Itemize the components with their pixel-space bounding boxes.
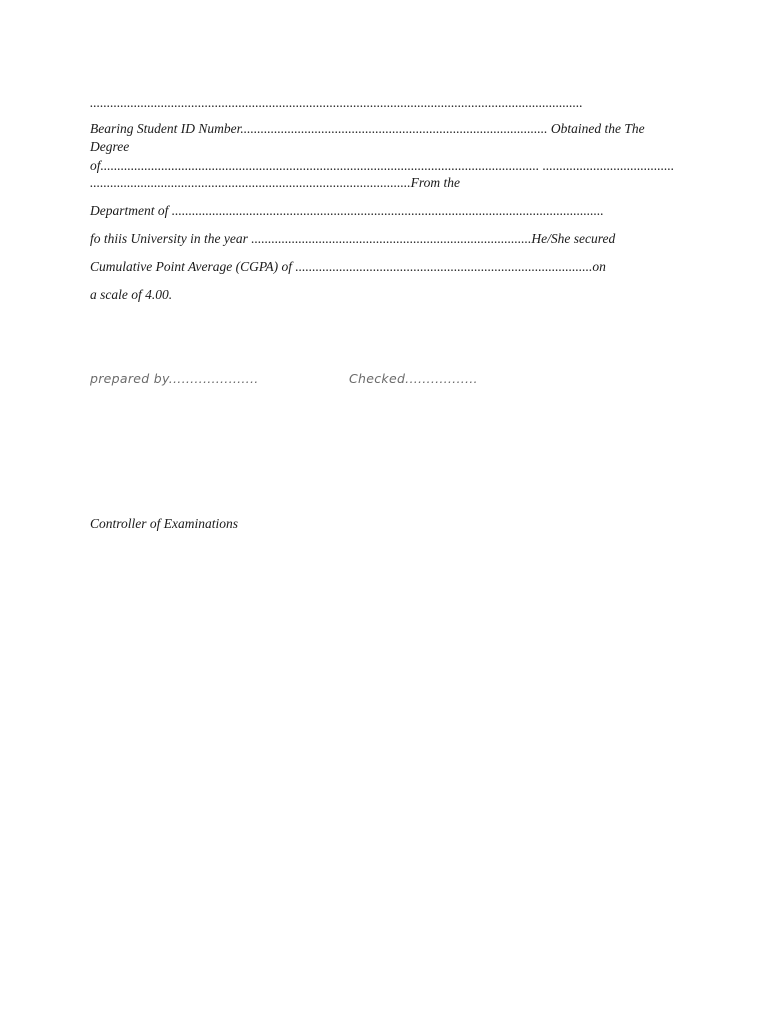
cgpa-blank: ........................................................................................ bbox=[295, 259, 593, 274]
on-label: on bbox=[592, 259, 606, 274]
degree-label: Degree bbox=[90, 139, 130, 154]
student-id-line bbox=[90, 121, 645, 137]
department-label: Department of bbox=[90, 203, 172, 218]
degree-line bbox=[90, 139, 129, 155]
controller-line bbox=[90, 516, 238, 532]
department-blank: ................................................................................................................................ bbox=[171, 203, 604, 218]
degree-blank: .................................................................................................................................. ....................................... bbox=[100, 158, 675, 173]
obtained-degree-label: Obtained the The bbox=[547, 121, 645, 136]
scale-label: a scale of 4.00. bbox=[90, 287, 173, 302]
degree-of-label: of bbox=[90, 158, 101, 173]
from-the-label: From the bbox=[410, 175, 460, 190]
cgpa-label: Cumulative Point Average (CGPA) of bbox=[90, 259, 296, 274]
cgpa-line bbox=[90, 259, 606, 275]
from-the-line bbox=[90, 175, 460, 191]
checked-signature: Checked................. bbox=[349, 371, 478, 386]
year-label: fo thiis University in the year bbox=[90, 231, 252, 246]
controller-label: Controller of Examinations bbox=[90, 516, 238, 531]
department-line bbox=[90, 203, 604, 219]
degree-of-line bbox=[90, 158, 674, 174]
top-dotted-line bbox=[90, 95, 583, 111]
prepared-by-signature: prepared by..................... bbox=[90, 371, 259, 386]
student-id-blank: ........................................................................................... bbox=[240, 121, 548, 136]
secured-label: He/She secured bbox=[531, 231, 616, 246]
year-blank: ................................................................................... bbox=[251, 231, 532, 246]
scale-line bbox=[90, 287, 172, 303]
year-line bbox=[90, 231, 615, 247]
from-blank: ............................................................................................... bbox=[90, 175, 411, 190]
top-dots: .................................................................................................................................................. bbox=[90, 95, 583, 110]
student-id-label: Bearing Student ID Number bbox=[90, 121, 241, 136]
